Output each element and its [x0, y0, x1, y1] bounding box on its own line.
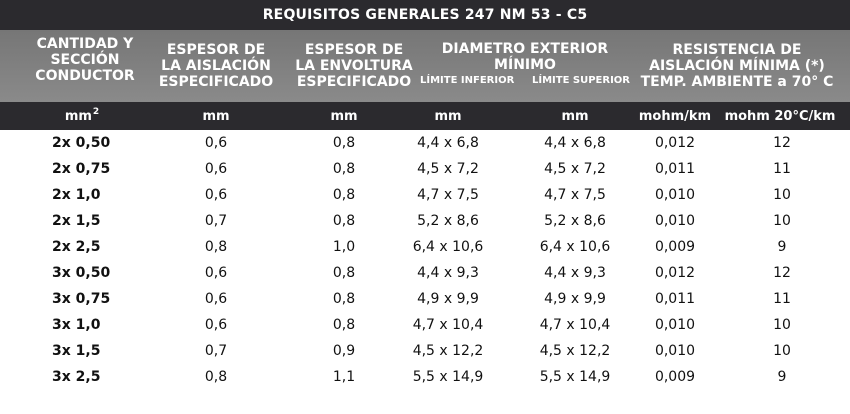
cell-seccion: 2x 1,5: [52, 213, 101, 229]
unit-text: mm: [434, 108, 462, 124]
cell-resistencia-70: 0,010: [654, 213, 696, 229]
cell-seccion: 2x 1,0: [52, 187, 101, 203]
cell-resistencia-20: 11: [773, 161, 791, 177]
header-line: ESPESOR DE: [166, 42, 266, 58]
cell-aislacion: 0,6: [204, 291, 228, 307]
cell-seccion: 3x 2,5: [52, 369, 101, 385]
units-row: [0, 102, 850, 130]
cell-resistencia-20: 12: [773, 135, 791, 151]
header-line: CANTIDAD Y: [36, 36, 134, 52]
header-line: ESPESOR DE: [304, 42, 404, 58]
cell-limite-inferior: 5,5 x 14,9: [412, 369, 484, 385]
cell-aislacion: 0,6: [204, 187, 228, 203]
table-row: [0, 364, 850, 390]
header-line: DIAMETRO EXTERIOR: [441, 41, 609, 57]
cell-seccion: 3x 1,5: [52, 343, 101, 359]
cell-resistencia-20: 11: [773, 291, 791, 307]
table-row: [0, 338, 850, 364]
unit-text: mm: [202, 108, 230, 124]
cell-limite-inferior: 4,5 x 12,2: [412, 343, 484, 359]
header-row: [0, 30, 850, 102]
cell-aislacion: 0,6: [204, 161, 228, 177]
cell-resistencia-70: 0,010: [654, 187, 696, 203]
cell-aislacion: 0,8: [204, 239, 228, 255]
table-row: [0, 156, 850, 182]
cell-resistencia-70: 0,011: [654, 161, 696, 177]
cell-limite-superior: 5,5 x 14,9: [539, 369, 611, 385]
unit-resistencia-70: [636, 102, 714, 130]
cell-limite-superior: 6,4 x 10,6: [539, 239, 611, 255]
table-body: [0, 130, 850, 390]
unit-aislacion: [176, 102, 256, 130]
unit-seccion: [52, 102, 112, 130]
unit-text: mm: [64, 108, 92, 124]
cell-resistencia-70: 0,012: [654, 265, 696, 281]
cell-envoltura: 1,0: [332, 239, 356, 255]
cell-limite-superior: 4,5 x 7,2: [544, 161, 606, 177]
table-row: [0, 130, 850, 156]
cell-aislacion: 0,6: [204, 265, 228, 281]
header-limite-inferior: LÍMITE INFERIOR: [420, 75, 515, 86]
cell-limite-superior: 4,5 x 12,2: [539, 343, 611, 359]
header-line: TEMP. AMBIENTE a 70° C: [640, 74, 834, 90]
cell-resistencia-20: 10: [773, 213, 791, 229]
table-row: [0, 260, 850, 286]
cell-aislacion: 0,6: [204, 317, 228, 333]
unit-text: mm: [561, 108, 589, 124]
unit-resistencia-20: [722, 102, 838, 130]
table-row: [0, 208, 850, 234]
unit-text: mohm/km: [638, 108, 712, 124]
cell-limite-inferior: 6,4 x 10,6: [412, 239, 484, 255]
cell-envoltura: 0,8: [332, 161, 356, 177]
header-line: MÍNIMO: [494, 57, 556, 73]
cell-envoltura: 0,8: [332, 291, 356, 307]
cell-resistencia-70: 0,010: [654, 317, 696, 333]
cell-limite-superior: 5,2 x 8,6: [544, 213, 606, 229]
cell-seccion: 2x 2,5: [52, 239, 101, 255]
cell-limite-inferior: 4,7 x 10,4: [412, 317, 484, 333]
cell-resistencia-20: 12: [773, 265, 791, 281]
cell-seccion: 2x 0,50: [52, 135, 111, 151]
unit-text: mm: [330, 108, 358, 124]
header-limite-superior: LÍMITE SUPERIOR: [531, 75, 630, 86]
cell-limite-inferior: 4,9 x 9,9: [417, 291, 479, 307]
cell-resistencia-20: 10: [773, 187, 791, 203]
table-row: [0, 182, 850, 208]
header-line: AISLACIÓN MÍNIMA (*): [649, 58, 825, 74]
unit-envoltura: [304, 102, 384, 130]
cell-resistencia-20: 10: [773, 317, 791, 333]
header-espesor-envoltura: [292, 30, 416, 102]
cell-limite-inferior: 4,7 x 7,5: [417, 187, 479, 203]
cell-resistencia-70: 0,012: [654, 135, 696, 151]
cell-aislacion: 0,7: [204, 213, 228, 229]
header-diametro-exterior: [420, 30, 630, 102]
cell-limite-inferior: 4,5 x 7,2: [417, 161, 479, 177]
cell-aislacion: 0,7: [204, 343, 228, 359]
cell-envoltura: 0,8: [332, 187, 356, 203]
cell-envoltura: 0,9: [332, 343, 356, 359]
cell-resistencia-20: 10: [773, 343, 791, 359]
table-row: [0, 234, 850, 260]
cell-envoltura: 0,8: [332, 135, 356, 151]
table-row: [0, 286, 850, 312]
unit-limite-superior: [530, 102, 620, 130]
header-line: CONDUCTOR: [35, 68, 135, 84]
cell-envoltura: 0,8: [332, 317, 356, 333]
header-line: SECCIÓN: [50, 52, 120, 68]
unit-text: mohm 20°C/km: [724, 108, 836, 124]
cell-seccion: 3x 0,50: [52, 265, 111, 281]
cell-envoltura: 1,1: [332, 369, 356, 385]
cell-aislacion: 0,6: [204, 135, 228, 151]
unit-superscript: 2: [92, 107, 100, 117]
unit-limite-inferior: [406, 102, 490, 130]
header-cantidad-seccion: [20, 24, 150, 96]
cell-resistencia-20: 9: [777, 369, 787, 385]
table-title-text: REQUISITOS GENERALES 247 NM 53 - C5: [262, 7, 588, 23]
table-row: [0, 312, 850, 338]
cell-envoltura: 0,8: [332, 213, 356, 229]
cell-limite-superior: 4,9 x 9,9: [544, 291, 606, 307]
cell-seccion: 2x 0,75: [52, 161, 111, 177]
header-line: LA ENVOLTURA: [295, 58, 413, 74]
header-diametro-subheaders: [420, 75, 630, 87]
cell-seccion: 3x 0,75: [52, 291, 111, 307]
header-resistencia-aislacion: [632, 30, 842, 102]
header-espesor-aislacion: [154, 30, 278, 102]
cell-resistencia-70: 0,010: [654, 343, 696, 359]
cell-limite-inferior: 4,4 x 6,8: [417, 135, 479, 151]
cell-limite-inferior: 5,2 x 8,6: [417, 213, 479, 229]
cell-resistencia-70: 0,011: [654, 291, 696, 307]
cell-resistencia-70: 0,009: [654, 369, 696, 385]
cell-aislacion: 0,8: [204, 369, 228, 385]
cell-limite-superior: 4,7 x 10,4: [539, 317, 611, 333]
header-line: LA AISLACIÓN: [161, 58, 271, 74]
cell-limite-superior: 4,7 x 7,5: [544, 187, 606, 203]
cell-resistencia-70: 0,009: [654, 239, 696, 255]
cell-limite-superior: 4,4 x 6,8: [544, 135, 606, 151]
header-line: ESPECIFICADO: [296, 74, 412, 90]
cell-envoltura: 0,8: [332, 265, 356, 281]
cell-limite-superior: 4,4 x 9,3: [544, 265, 606, 281]
header-line: RESISTENCIA DE: [672, 42, 802, 58]
cell-limite-inferior: 4,4 x 9,3: [417, 265, 479, 281]
cell-resistencia-20: 9: [777, 239, 787, 255]
cell-seccion: 3x 1,0: [52, 317, 101, 333]
header-line: ESPECIFICADO: [158, 74, 274, 90]
